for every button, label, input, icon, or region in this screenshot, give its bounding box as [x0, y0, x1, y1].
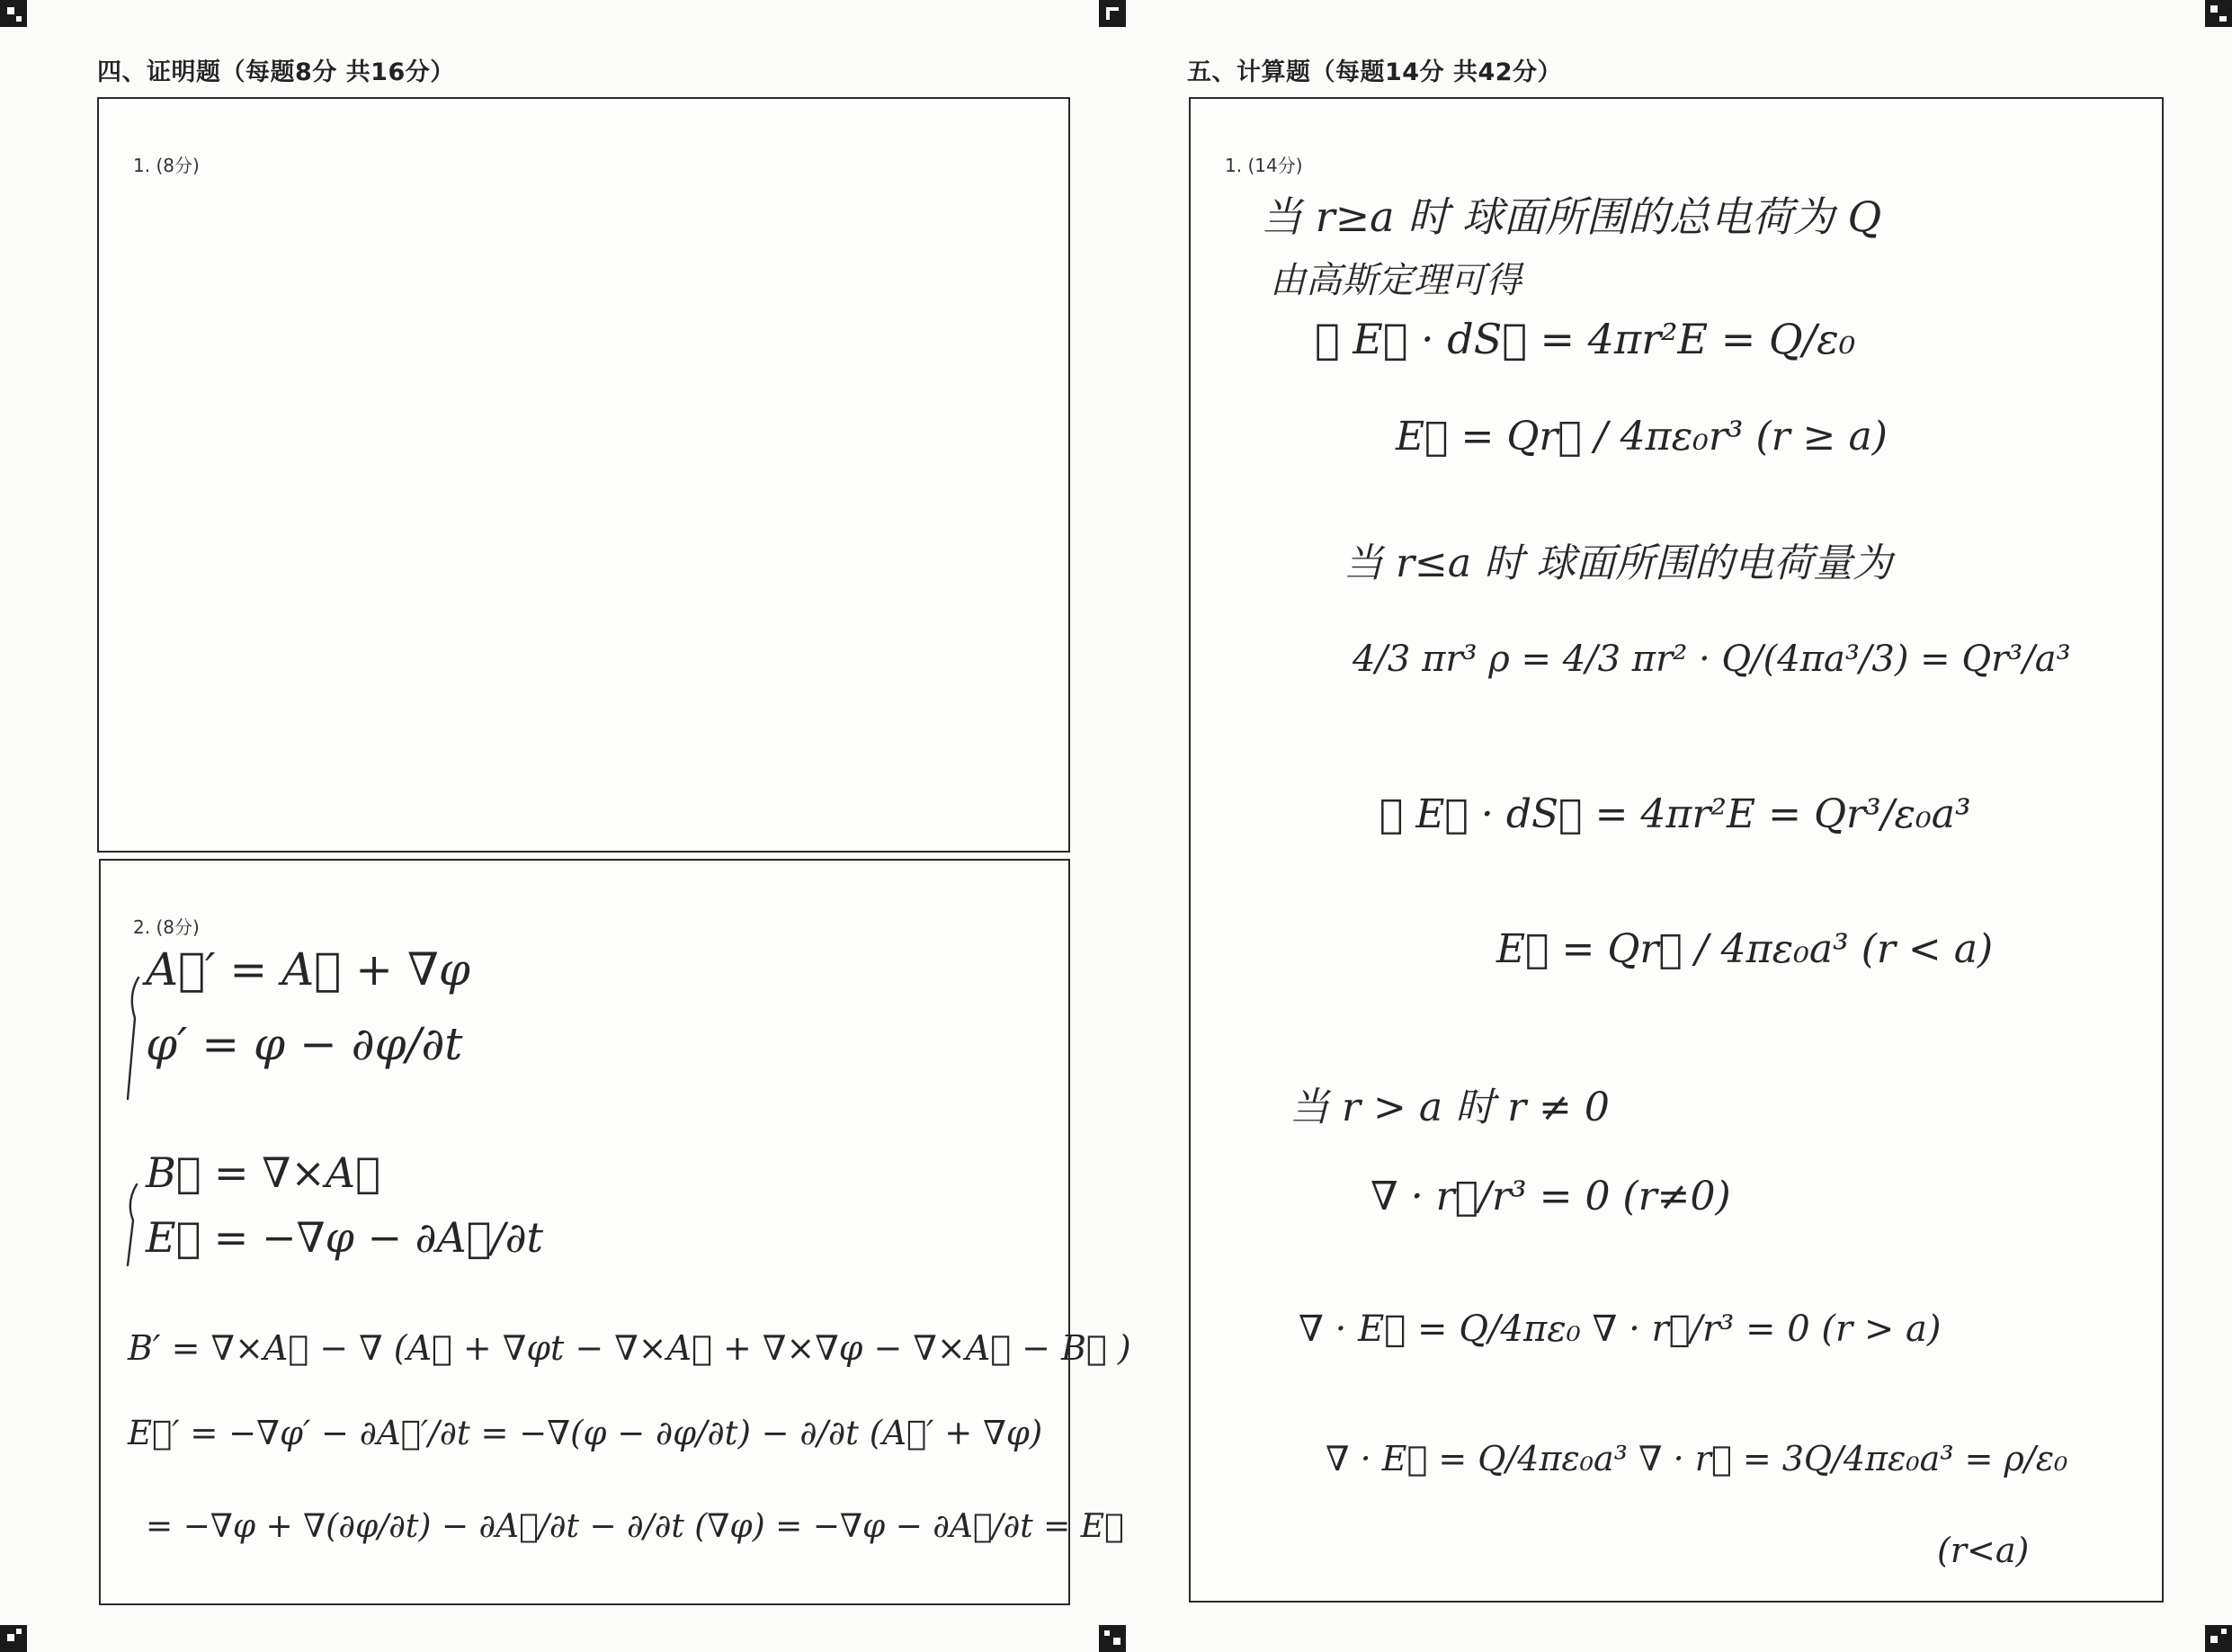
- calc-line-2: 由高斯定理可得: [1270, 260, 1522, 301]
- proof-line-5: B′ = ∇×A⃗ − ∇ (A⃗ + ∇φt − ∇×A⃗ + ∇×∇φ − ∇×A⃗ − B⃗ ): [128, 1328, 1131, 1368]
- calc-line-12: ∇ · E⃗ = Q/4πε₀a³ ∇ · r⃗ = 3Q/4πε₀a³ = ρ/ε₀: [1326, 1439, 2068, 1478]
- calc-line-5: 当 r≤a 时 球面所围的电荷量为: [1344, 540, 1893, 586]
- calc-line-9: 当 r > a 时 r ≠ 0: [1290, 1085, 1610, 1130]
- registration-marker-top-center: [1099, 0, 1126, 27]
- calc-line-13: (r<a): [1937, 1531, 2030, 1570]
- registration-marker-bottom-right: [2205, 1625, 2232, 1652]
- calc-line-11: ∇ · E⃗ = Q/4πε₀ ∇ · r⃗/r³ = 0 (r > a): [1299, 1308, 1942, 1350]
- calc-line-1: 当 r≥a 时 球面所围的总电荷为 Q: [1261, 192, 1882, 241]
- proof-q2-answer-box: [99, 859, 1131, 1605]
- registration-marker-bottom-center: [1099, 1625, 1126, 1652]
- proof-line-1: A⃗′ = A⃗ + ∇φ: [146, 943, 470, 996]
- proof-q2-label: 2. (8分): [133, 916, 200, 938]
- calc-section-title: 五、计算题（每题14分 共42分）: [1187, 58, 1563, 86]
- proof-line-7: = −∇φ + ∇(∂φ/∂t) − ∂A⃗/∂t − ∂/∂t (∇φ) = −∇φ − ∂A⃗/∂t = E⃗: [146, 1508, 1124, 1545]
- proof-line-4: E⃗ = −∇φ − ∂A⃗/∂t: [146, 1213, 544, 1262]
- calc-line-8: E⃗ = Qr⃗ / 4πε₀a³ (r < a): [1496, 926, 1994, 972]
- calc-q1-answer-box: [1189, 97, 2164, 1603]
- proof-section-title: 四、证明题（每题8分 共16分）: [97, 58, 455, 86]
- proof-line-6: E⃗′ = −∇φ′ − ∂A⃗′/∂t = −∇(φ − ∂φ/∂t) − ∂/∂t (A⃗′ + ∇φ): [128, 1414, 1043, 1452]
- registration-marker-bottom-left: [0, 1625, 27, 1652]
- proof-q1-label: 1. (8分): [133, 155, 200, 176]
- calc-line-3: ∮ E⃗ · dS⃗ = 4πr²E = Q/ε₀: [1315, 315, 1856, 363]
- proof-q1-answer-box: [97, 97, 1070, 853]
- registration-marker-top-left: [0, 0, 27, 27]
- registration-marker-top-right: [2205, 0, 2232, 27]
- calc-q1-label: 1. (14分): [1225, 155, 1303, 176]
- proof-line-2: φ′ = φ − ∂φ/∂t: [146, 1018, 463, 1070]
- calc-line-10: ∇ · r⃗/r³ = 0 (r≠0): [1370, 1174, 1731, 1219]
- calc-line-7: ∮ E⃗ · dS⃗ = 4πr²E = Qr³/ε₀a³: [1379, 791, 1971, 837]
- proof-line-3: B⃗ = ∇×A⃗: [146, 1148, 380, 1197]
- calc-line-6: 4/3 πr³ ρ = 4/3 πr² · Q/(4πa³/3) = Qr³/a³: [1353, 638, 2071, 680]
- calc-line-4: E⃗ = Qr⃗ / 4πε₀r³ (r ≥ a): [1396, 414, 1888, 460]
